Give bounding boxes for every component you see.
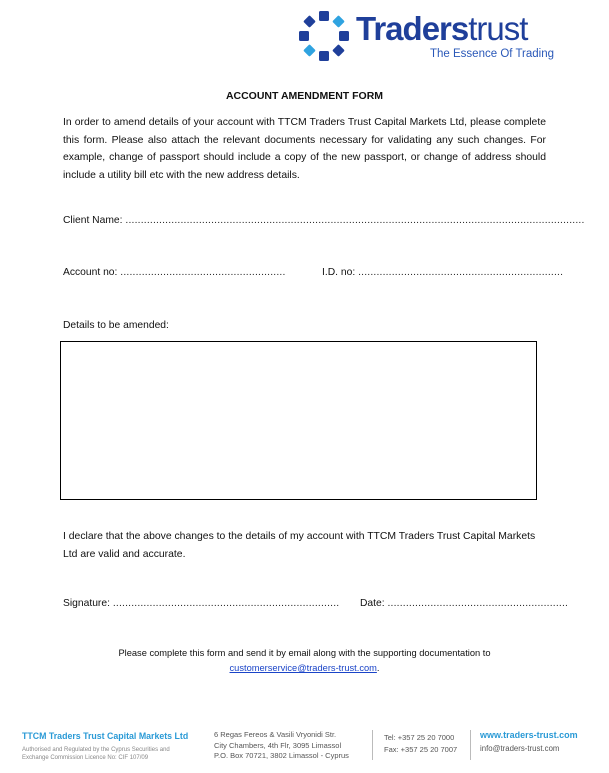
- footer-reg-line-1: Authorised and Regulated by the Cyprus Securities and: [22, 747, 170, 753]
- signature-row: [63, 598, 339, 609]
- logo-wordmark-traders: Traders: [356, 10, 469, 47]
- signature-field[interactable]: ..........................................................................: [112, 598, 340, 609]
- footer-fax: Fax: +357 25 20 7007: [384, 745, 458, 754]
- account-no-label: Account no:: [63, 267, 118, 278]
- footer-email-link[interactable]: info@traders-trust.com: [480, 744, 560, 753]
- form-title: ACCOUNT AMENDMENT FORM: [225, 90, 384, 102]
- footer-divider: [372, 730, 373, 760]
- footer-address-line-1: 6 Regas Fereos & Vasili Vryonidi Str.: [214, 730, 337, 739]
- footer-divider: [470, 730, 471, 760]
- details-textarea[interactable]: [60, 341, 537, 500]
- footer-address: [214, 730, 349, 762]
- id-no-row: [322, 267, 563, 278]
- email-suffix: .: [376, 663, 380, 673]
- account-no-field[interactable]: ......................................................: [120, 267, 286, 278]
- send-instructions: Please complete this form and send it by email along with the supporting documentation to: [118, 648, 491, 658]
- logo-wordmark-trust: trust: [468, 10, 528, 47]
- client-name-label: Client Name:: [63, 215, 123, 226]
- signature-label: Signature:: [63, 598, 110, 609]
- date-label: Date:: [360, 598, 385, 609]
- customer-service-email-link[interactable]: customerservice@traders-trust.com: [229, 663, 377, 673]
- logo-tagline: The Essence Of Trading: [430, 48, 555, 60]
- footer: [0, 724, 609, 773]
- intro-paragraph: In order to amend details of your account with TTCM Traders Trust Capital Markets Ltd, please complete this form. Please also attach the relevant documents necessary for validating any such changes. For example, change of passport should include a copy of the new passport, or change of address should include a utility bill etc with the new address details.: [63, 117, 546, 181]
- traders-trust-logo: [298, 8, 555, 64]
- declaration-paragraph: I declare that the above changes to the details of my account with TTCM Traders Trust Capital Markets Ltd are valid and accurate.: [63, 531, 536, 560]
- footer-tel: Tel: +357 25 20 7000: [384, 733, 455, 742]
- client-name-row: [63, 215, 585, 226]
- details-label: Details to be amended:: [63, 320, 169, 331]
- logo-mark-icon: [298, 10, 350, 62]
- logo-wordmark: [356, 10, 527, 48]
- footer-address-line-2: City Chambers, 4th Flr, 3095 Limassol: [214, 740, 342, 750]
- client-name-field[interactable]: ......................................................................................................................................................: [125, 215, 585, 226]
- date-row: [360, 598, 568, 609]
- date-field[interactable]: ...........................................................: [387, 598, 569, 609]
- account-no-row: [63, 267, 286, 278]
- email-row: [0, 663, 609, 673]
- footer-regulation: [22, 746, 170, 762]
- footer-reg-line-2: Exchange Commission Licence No: CIF 107/09: [22, 755, 149, 761]
- footer-phone: [384, 732, 457, 756]
- id-no-label: I.D. no:: [322, 267, 356, 278]
- footer-address-line-3: P.O. Box 70721, 3802 Limassol - Cyprus: [214, 751, 349, 760]
- id-no-field[interactable]: ...................................................................: [358, 267, 564, 278]
- footer-company-name: TTCM Traders Trust Capital Markets Ltd: [22, 731, 189, 741]
- footer-website-link[interactable]: www.traders-trust.com: [480, 730, 578, 740]
